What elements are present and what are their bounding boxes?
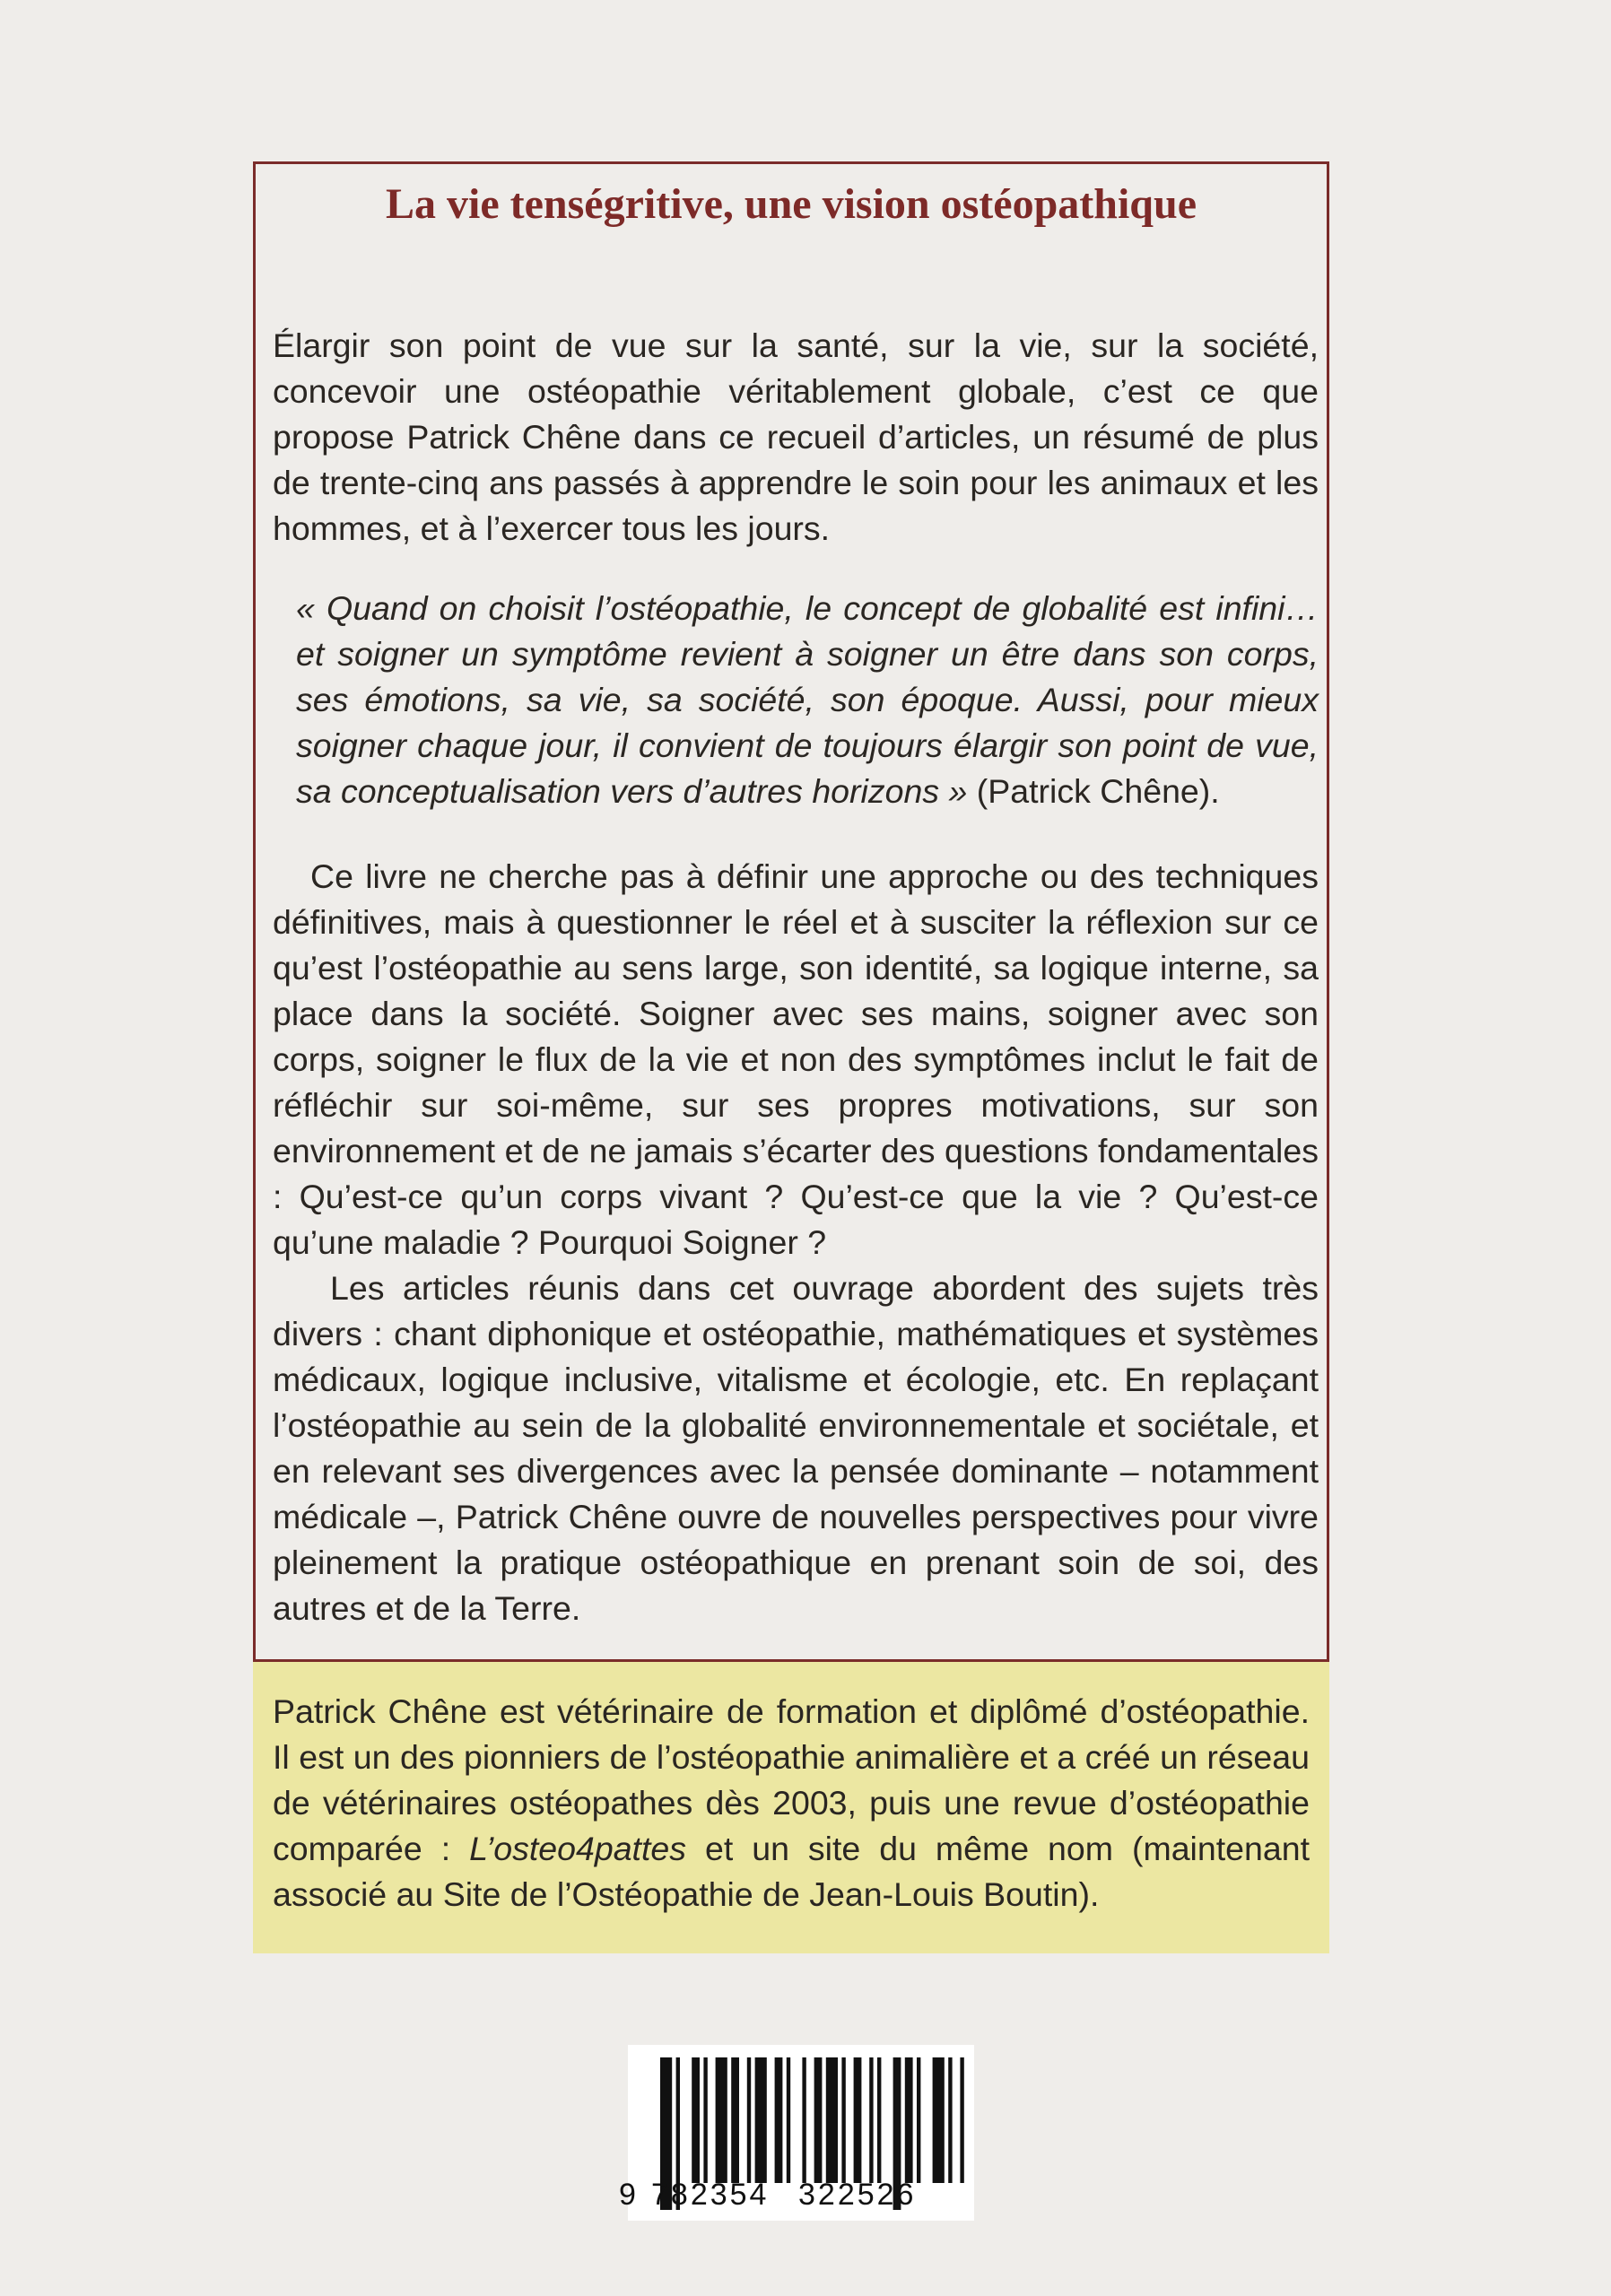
barcode-bar [905,2057,913,2183]
barcode-bar [948,2057,952,2183]
barcode-bar [960,2057,963,2183]
author-bio-text-end: et un site du même nom (maintenant associé au Site de l’Ostéopathie de Jean-Louis Boutin). [273,1830,1311,1913]
barcode-bar [869,2057,873,2183]
barcode-bar [802,2057,806,2183]
barcode-bar [933,2057,945,2183]
barcode-bar [755,2057,767,2183]
barcode-bar [917,2057,920,2183]
barcode-bar [703,2057,707,2183]
author-bio-text: Patrick Chêne est vétérinaire de formation et diplômé d’ostéopathie. Il est un des pionniers de l’ostéopathie animalière et a créé un réseau de vétérinaires ostéopathes dès 2003, puis une revue d’ostéopathie comparée : [273,1692,1310,1867]
book-title: La vie tenségritive, une vision ostéopathique [385,180,1197,228]
barcode-bar [731,2057,739,2183]
barcode-bar [692,2057,700,2183]
barcode-bar [877,2057,881,2183]
barcode-bar [716,2057,727,2183]
quote-attribution: (Patrick Chêne). [967,772,1220,810]
author-bio-box [253,1659,1329,1953]
articles-paragraph: Les articles réunis dans cet ouvrage abordent des sujets très divers : chant diphonique et ostéopathie, mathématiques et systèmes médicaux, logique inclusive, vitalisme et écologie, etc. En replaçant l’ostéopathie au sein de la globalité environnementale et sociétale, et en relevant ses divergences avec la pensée dominante – notamment médicale –, Patrick Chêne ouvre de nouvelles perspectives pour vivre pleinement la pratique ostéopathique en prenant soin de soi, des autres et de la Terre. [273,1269,1319,1627]
barcode-bar [826,2057,838,2183]
author-quote: « Quand on choisit l’ostéopathie, le concept de globalité est infini… et soigner un symptôme revient à soigner un être dans son corps, ses émotions, sa vie, sa société, son époque. Aussi, pour mieux soigner chaque jour, il convient de toujours élargir son point de vue, sa conceptualisation vers d’autres horizons » [296,589,1319,810]
journal-name: L’osteo4pattes [469,1830,686,1867]
barcode-bar [841,2057,845,2183]
isbn-first-digit: 9 [619,2178,638,2212]
quote-paragraph [273,586,1319,814]
isbn-left-group: 782354 [651,2178,770,2212]
barcode-bar [854,2057,862,2183]
barcode-bar [775,2057,783,2183]
barcode-bar [814,2057,823,2183]
barcode-bar [787,2057,790,2183]
intro-paragraph: Élargir son point de vue sur la santé, sur la vie, sur la société, concevoir une ostéopathie véritablement globale, c’est ce que propose Patrick Chêne dans ce recueil d’articles, un résumé de plus de trente-cinq ans passés à apprendre le soin pour les animaux et les hommes, et à l’exercer tous les jours. [273,326,1319,547]
author-bio [273,1689,1310,1918]
barcode-bar [747,2057,751,2183]
back-cover-blurb [273,323,1319,1631]
book-purpose-paragraph: Ce livre ne cherche pas à définir une approche ou des techniques définitives, mais à questionner le réel et à susciter la réflexion sur ce qu’est l’ostéopathie au sens large, son identité, sa logique interne, sa place dans la société. Soigner avec ses mains, soigner avec son corps, soigner le flux de la vie et non des symptômes inclut le fait de réfléchir sur soi-même, sur ses propres motivations, sur son environnement et de ne jamais s’écarter des questions fondamentales : Qu’est-ce qu’un corps vivant ? Qu’est-ce que la vie ? Qu’est-ce qu’une maladie ? Pourquoi Soigner ? [273,857,1319,1261]
isbn-right-group: 322526 [798,2178,917,2212]
